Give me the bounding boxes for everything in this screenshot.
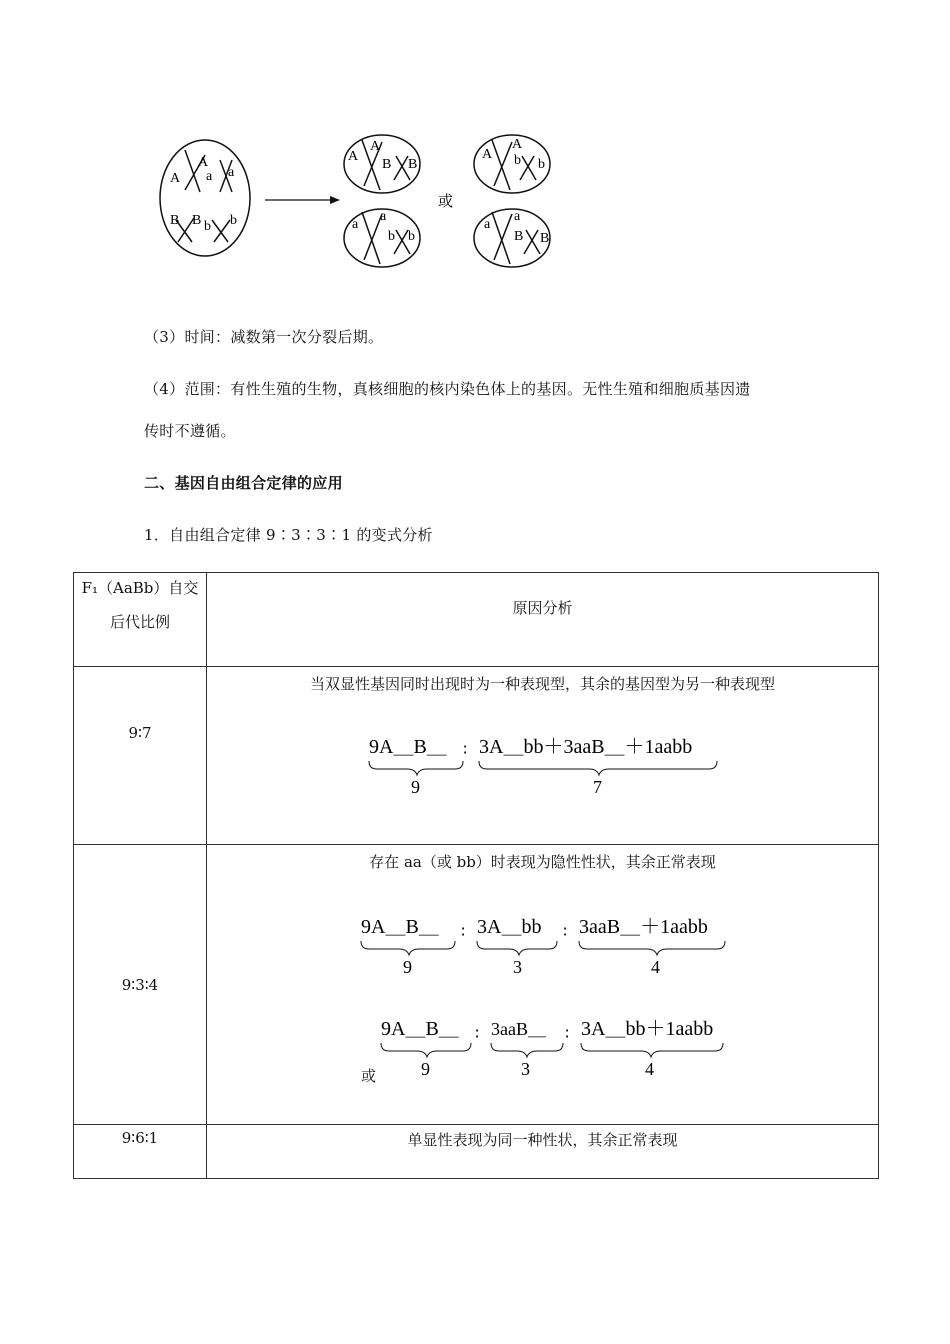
- gene-label: B: [192, 213, 202, 228]
- header-reason-cell: [207, 573, 879, 667]
- gene-label: A: [370, 139, 381, 154]
- gene-label: b: [230, 213, 237, 228]
- gene-label: B: [514, 229, 524, 244]
- formula-group: 9A＿B＿: [361, 916, 439, 938]
- formula-group: 3aaB＿: [491, 1019, 546, 1039]
- gene-label: b: [388, 229, 395, 244]
- result-cell-3: [474, 135, 550, 193]
- formula-separator: ∶: [563, 924, 568, 941]
- formula-group: 3A＿bb: [477, 916, 542, 938]
- formula-9-3-4-a: [359, 911, 739, 981]
- formula-count: 9: [421, 1059, 430, 1079]
- formula-count: 3: [521, 1059, 530, 1079]
- meiosis-diagram: [150, 130, 570, 280]
- formula-count: 9: [403, 957, 412, 977]
- gene-label: a: [228, 165, 235, 180]
- result-cell-1: [344, 135, 420, 193]
- arrow: [265, 196, 340, 204]
- formula-group: 3aaB＿＋1aabb: [579, 916, 708, 938]
- result-cell-4: [474, 209, 550, 267]
- reason-cell: [207, 1125, 879, 1179]
- gene-label: b: [408, 229, 415, 244]
- formula-separator: ∶: [475, 1026, 480, 1043]
- gene-label: a: [352, 217, 359, 232]
- ratio-value: 9∶6∶1: [121, 1129, 159, 1147]
- formula-separator: ∶: [565, 1026, 570, 1043]
- gene-label: a: [380, 209, 387, 224]
- gene-label: B: [170, 213, 180, 228]
- formula-count: 9: [411, 777, 420, 797]
- gene-label: A: [198, 155, 209, 170]
- ratio-analysis-table: [73, 572, 879, 1179]
- formula-group: 3A＿bb＋3aaB＿＋1aabb: [479, 736, 693, 758]
- reason-text: 单显性表现为同一种性状，其余正常表现: [407, 1131, 678, 1149]
- paragraph-time: （3）时间：减数第一次分裂后期。: [144, 328, 384, 346]
- formula-group: 3A＿bb＋1aabb: [581, 1018, 714, 1040]
- gene-label: B: [408, 157, 418, 172]
- gene-label: b: [204, 219, 211, 234]
- gene-label: A: [170, 171, 181, 186]
- gene-label: a: [206, 169, 213, 184]
- reason-text: 存在 aa（或 bb）时表现为隐性性状，其余正常表现: [369, 853, 716, 871]
- formula-count: 4: [645, 1059, 654, 1079]
- gene-label: a: [484, 217, 491, 232]
- table-row: [74, 1125, 879, 1179]
- or-label: 或: [438, 194, 454, 210]
- formula-group: 9A＿B＿: [381, 1018, 459, 1040]
- formula-group: 9A＿B＿: [369, 736, 447, 758]
- paragraph-scope-line1: （4）范围：有性生殖的生物，真核细胞的核内染色体上的基因。无性生殖和细胞质基因遗: [144, 380, 751, 398]
- ratio-value: 9∶3∶4: [121, 975, 159, 994]
- ratio-value: 9∶7: [128, 723, 152, 742]
- gene-label: A: [482, 147, 493, 162]
- formula-count: 3: [513, 957, 522, 977]
- gene-label: a: [514, 209, 521, 224]
- parent-cell: [160, 140, 250, 256]
- formula-separator: ∶: [461, 924, 466, 941]
- formula-separator: ∶: [463, 742, 468, 759]
- formula-count: 7: [593, 777, 602, 797]
- table-header-row: [74, 573, 879, 667]
- section-heading: 二、基因自由组合定律的应用: [144, 474, 343, 492]
- header-reason: 原因分析: [512, 599, 573, 617]
- ratio-cell: [74, 1125, 207, 1179]
- header-ratio-cell: [74, 573, 207, 667]
- header-ratio-line2: 后代比例: [109, 613, 170, 631]
- table-row: [74, 667, 879, 845]
- reason-cell: [207, 845, 879, 1125]
- reason-text: 当双显性基因同时出现时为一种表现型，其余的基因型为另一种表现型: [309, 675, 775, 693]
- gene-label: b: [538, 157, 545, 172]
- gene-label: A: [512, 137, 523, 152]
- table-row: [74, 845, 879, 1125]
- reason-cell: [207, 667, 879, 845]
- gene-label: B: [540, 231, 550, 246]
- formula-count: 4: [651, 957, 660, 977]
- gene-label: A: [348, 149, 359, 164]
- header-ratio-line1: F₁（AaBb）自交: [81, 579, 199, 597]
- gene-label: b: [514, 153, 521, 168]
- sub-heading: 1．自由组合定律 9∶3∶3∶1 的变式分析: [144, 526, 433, 544]
- formula-9-7: [367, 731, 727, 801]
- formula-9-3-4-b: [379, 1013, 739, 1083]
- or-label: 或: [361, 1067, 377, 1085]
- result-cell-2: [344, 209, 420, 267]
- gene-label: B: [382, 157, 392, 172]
- ratio-cell: [74, 667, 207, 845]
- paragraph-scope-line2: 传时不遵循。: [144, 422, 236, 440]
- ratio-cell: [74, 845, 207, 1125]
